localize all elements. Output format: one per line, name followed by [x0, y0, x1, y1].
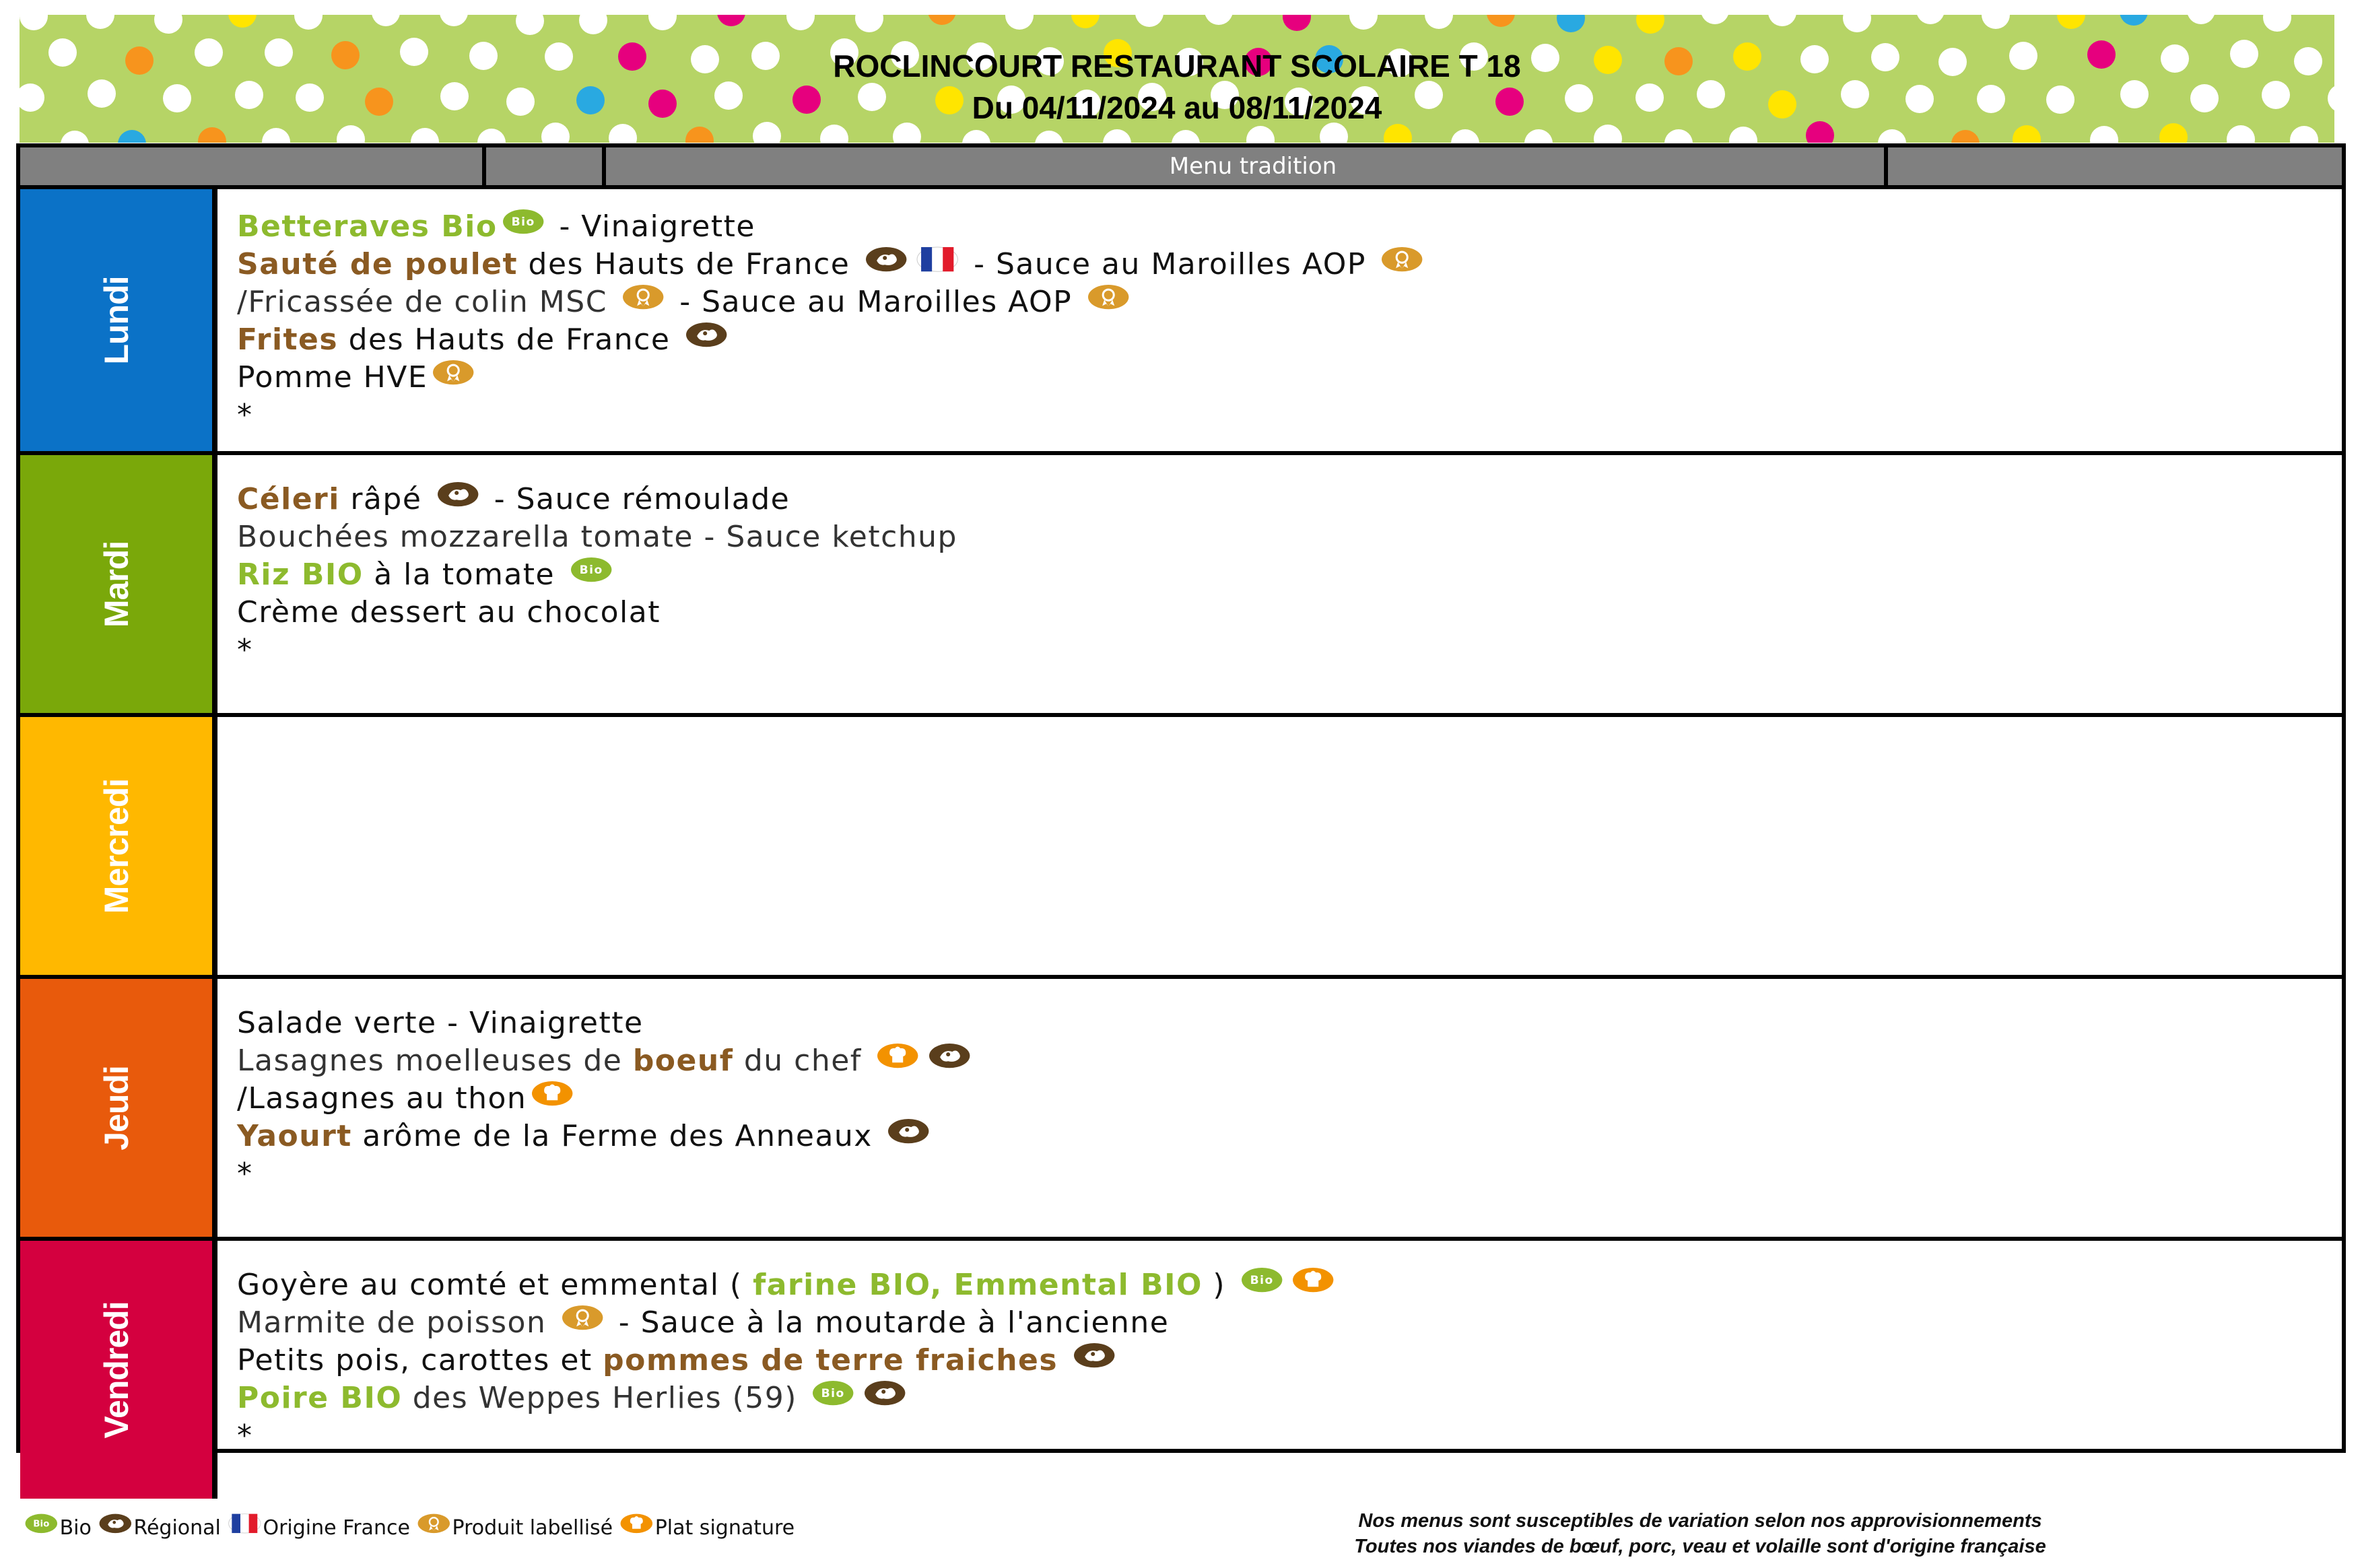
dish-line: [237, 285, 1134, 320]
dish-text: - Sauce rémoulade: [483, 482, 790, 516]
dish-text: Bouchées mozzarella tomate - Sauce ketchup: [237, 520, 957, 554]
polka-dot: [1982, 15, 2010, 29]
day-name: Mercredi: [97, 778, 135, 914]
polka-dot: [1843, 15, 1871, 32]
france-flag-icon: [228, 1513, 262, 1534]
dish-line: [237, 1157, 253, 1192]
header-divider: [482, 147, 486, 185]
chef-icon: [1291, 1266, 1335, 1293]
regional-icon: [865, 246, 908, 273]
polka-dot: [1557, 15, 1585, 32]
dish-text: Frites: [237, 322, 339, 357]
polka-dot: [1768, 15, 1796, 26]
polka-dot: [440, 15, 468, 26]
polka-dot: [118, 130, 146, 143]
dish-text: des Hauts de France: [518, 247, 861, 281]
dish-text: - Sauce au Maroilles AOP: [963, 247, 1377, 281]
dish-text: *: [237, 633, 253, 667]
regional-icon: [1073, 1342, 1116, 1369]
page-title: ROCLINCOURT RESTAURANT SCOLAIRE T 18: [833, 48, 1521, 83]
polka-dot: [1071, 15, 1100, 28]
polka-dot: [1135, 15, 1163, 27]
note-line: Toutes nos viandes de bœuf, porc, veau et volaille sont d'origine française: [1354, 1536, 2046, 1557]
polka-dot: [411, 128, 439, 143]
regional-icon: [928, 1042, 971, 1069]
polka-dot: [1103, 129, 1131, 143]
menu-tradition-header: Menu tradition: [1169, 153, 1337, 180]
dish-text: - Sauce au Maroilles AOP: [669, 285, 1083, 319]
polka-dot: [228, 15, 257, 28]
day-name: Jeudi: [97, 1065, 135, 1151]
dish-line: [237, 520, 957, 555]
polka-dot: [20, 15, 48, 30]
polka-dot: [2263, 15, 2291, 32]
bio-icon-text: Bio: [579, 564, 603, 578]
dish-line: [237, 1268, 1339, 1303]
label-icon: [432, 359, 475, 386]
dish-text: râpé: [339, 482, 432, 516]
label-icon: [417, 1513, 451, 1534]
dish-text: ): [1202, 1268, 1236, 1302]
dish-text: [1058, 1343, 1069, 1377]
day-label: [20, 189, 217, 451]
legend-item: [417, 1516, 613, 1540]
polka-dot: [516, 15, 544, 35]
france-flag-icon: [916, 246, 959, 273]
dish-text: Crème dessert au chocolat: [237, 595, 661, 629]
dish-line: [237, 633, 253, 668]
regional-icon: [685, 321, 728, 348]
polka-dot: [154, 15, 182, 34]
regional-icon: [863, 1379, 906, 1406]
dish-text: Céleri: [237, 482, 340, 516]
day-label: [20, 1241, 217, 1499]
legend-label: Bio: [59, 1516, 92, 1540]
regional-icon: [887, 1118, 930, 1145]
label-icon: [561, 1304, 604, 1331]
polka-dot: [61, 131, 89, 143]
dish-text: /Fricassée de colin MSC: [237, 285, 618, 319]
dish-text: Sauté de poulet: [237, 247, 518, 281]
polka-dot: [579, 15, 607, 34]
legend-item: [619, 1516, 795, 1540]
legend: [24, 1516, 801, 1540]
polka-dot: [1636, 15, 1664, 34]
polka-dot: [717, 15, 745, 26]
polka-dot: [1916, 15, 1945, 24]
dish-text: Marmite de poisson: [237, 1305, 557, 1340]
dish-text: Yaourt: [237, 1119, 352, 1153]
legend-item: [98, 1516, 221, 1540]
polka-dot: [86, 15, 114, 29]
day-row-mercredi: [20, 713, 2342, 975]
polka-dot: [648, 15, 677, 30]
dish-text: - Sauce à la moutarde à l'ancienne: [608, 1305, 1170, 1340]
dish-text: Pomme HVE: [237, 360, 428, 395]
dish-text: à la tomate: [363, 557, 566, 592]
polka-dot: [1664, 129, 1693, 143]
dish-line: [237, 247, 1428, 282]
dish-text: Goyère au comté et emmental (: [237, 1268, 753, 1302]
polka-dot: [294, 15, 323, 30]
day-row-lundi: [20, 189, 2342, 451]
dish-line: [237, 595, 661, 630]
legend-label: Produit labellisé: [452, 1516, 613, 1540]
polka-dot: [1878, 129, 1906, 143]
date-range: Du 04/11/2024 au 08/11/2024: [972, 90, 1382, 125]
dish-list: [237, 189, 2328, 451]
dish-line: [237, 209, 755, 244]
dish-line: [237, 1081, 578, 1116]
label-icon: [1087, 283, 1130, 310]
dish-text: pommes de terre fraiches: [603, 1343, 1058, 1377]
dish-line: [237, 1119, 935, 1154]
bio-icon: [570, 556, 613, 583]
dish-text: - Vinaigrette: [548, 209, 755, 244]
dish-list: [237, 717, 2328, 975]
day-name: Lundi: [97, 275, 135, 365]
polka-dot: [1729, 127, 1757, 143]
title-block: [20, 45, 2334, 129]
menu-table: [16, 143, 2346, 1453]
dish-line: [237, 1305, 1169, 1340]
regional-icon: [98, 1513, 133, 1534]
dish-line: [237, 482, 790, 517]
dish-line: [237, 1419, 253, 1454]
polka-dot: [1425, 15, 1453, 29]
dish-text: farine BIO, Emmental BIO: [753, 1268, 1203, 1302]
dish-list: [237, 455, 2328, 713]
legend-label: Plat signature: [654, 1516, 795, 1540]
dish-line: [237, 360, 479, 395]
dish-line: [237, 398, 253, 433]
chef-icon: [531, 1080, 574, 1107]
legend-label: Origine France: [263, 1516, 410, 1540]
polka-dot: [2057, 15, 2085, 29]
dish-text: du chef: [733, 1044, 873, 1078]
regional-icon: [436, 481, 479, 508]
polka-dot: [262, 128, 290, 143]
polka-dot: [372, 15, 400, 26]
polka-dot: [2187, 15, 2215, 24]
bio-icon: [24, 1513, 59, 1534]
dish-text: Salade verte - Vinaigrette: [237, 1006, 644, 1040]
dish-text: Poire BIO: [237, 1381, 403, 1415]
bio-icon-text: Bio: [1250, 1274, 1274, 1288]
dish-text: /Lasagnes au thon: [237, 1081, 527, 1116]
legend-label: Régional: [133, 1516, 221, 1540]
footer-notes: [1279, 1508, 2121, 1559]
dish-text: Lasagnes moelleuses de: [237, 1044, 633, 1078]
dish-line: [237, 1381, 910, 1416]
day-row-jeudi: [20, 975, 2342, 1237]
polka-dot: [1005, 15, 1034, 30]
polka-dot: [1951, 130, 1980, 143]
dish-line: [237, 557, 617, 592]
day-row-mardi: [20, 451, 2342, 713]
polka-dot: [786, 15, 815, 30]
bio-icon-text: Bio: [33, 1519, 50, 1530]
label-icon: [621, 283, 665, 310]
day-label: [20, 979, 217, 1237]
polka-dot: [1349, 15, 1378, 30]
dish-text: des Hauts de France: [338, 322, 681, 357]
polka-dot: [962, 130, 990, 143]
dish-line: [237, 1006, 644, 1041]
chef-icon: [619, 1513, 654, 1534]
dish-text: des Weppes Herlies (59): [402, 1381, 808, 1415]
dish-text: *: [237, 1157, 253, 1191]
polka-dot: [1451, 129, 1479, 143]
legend-item: [228, 1516, 410, 1540]
polka-dot: [1205, 15, 1233, 25]
bio-icon: [811, 1379, 854, 1406]
day-name: Mardi: [97, 541, 135, 627]
dish-list: [237, 1241, 2328, 1499]
day-label: [20, 717, 217, 975]
day-row-vendredi: [20, 1237, 2342, 1499]
polka-dot: [2120, 15, 2148, 26]
dish-text: arôme de la Ferme des Anneaux: [351, 1119, 883, 1153]
bio-icon-text: Bio: [511, 215, 535, 230]
label-icon: [1380, 246, 1423, 273]
polka-dot: [1172, 130, 1200, 143]
header-banner: [20, 15, 2334, 143]
polka-dot: [1283, 15, 1311, 31]
dish-text: *: [237, 1419, 253, 1453]
legend-item: [24, 1516, 92, 1540]
polka-dot: [1524, 129, 1553, 143]
polka-dot: [477, 129, 506, 143]
day-label: [20, 455, 217, 713]
bio-icon-text: Bio: [821, 1387, 846, 1401]
bio-icon: [502, 208, 545, 235]
dish-text: *: [237, 398, 253, 432]
chef-icon: [876, 1042, 919, 1069]
dish-line: [237, 1044, 975, 1079]
dish-text: Betteraves Bio: [237, 209, 498, 244]
polka-dot: [1035, 131, 1063, 143]
dish-list: [237, 979, 2328, 1237]
polka-dot: [198, 127, 226, 143]
polka-dot: [928, 15, 956, 25]
table-header-row: [20, 147, 2342, 189]
polka-dot: [855, 15, 883, 32]
note-line: Nos menus sont susceptibles de variation selon nos approvisionnements: [1358, 1510, 2042, 1532]
dish-text: boeuf: [632, 1044, 734, 1078]
polka-dot: [1487, 15, 1515, 27]
dish-line: [237, 322, 732, 357]
dish-text: Petits pois, carottes et: [237, 1343, 603, 1377]
dish-line: [237, 1343, 1120, 1378]
day-name: Vendredi: [97, 1301, 135, 1439]
polka-dot: [1701, 15, 1729, 24]
bio-icon: [1240, 1266, 1283, 1293]
dish-text: Riz BIO: [237, 557, 364, 592]
polka-dot: [685, 127, 714, 143]
